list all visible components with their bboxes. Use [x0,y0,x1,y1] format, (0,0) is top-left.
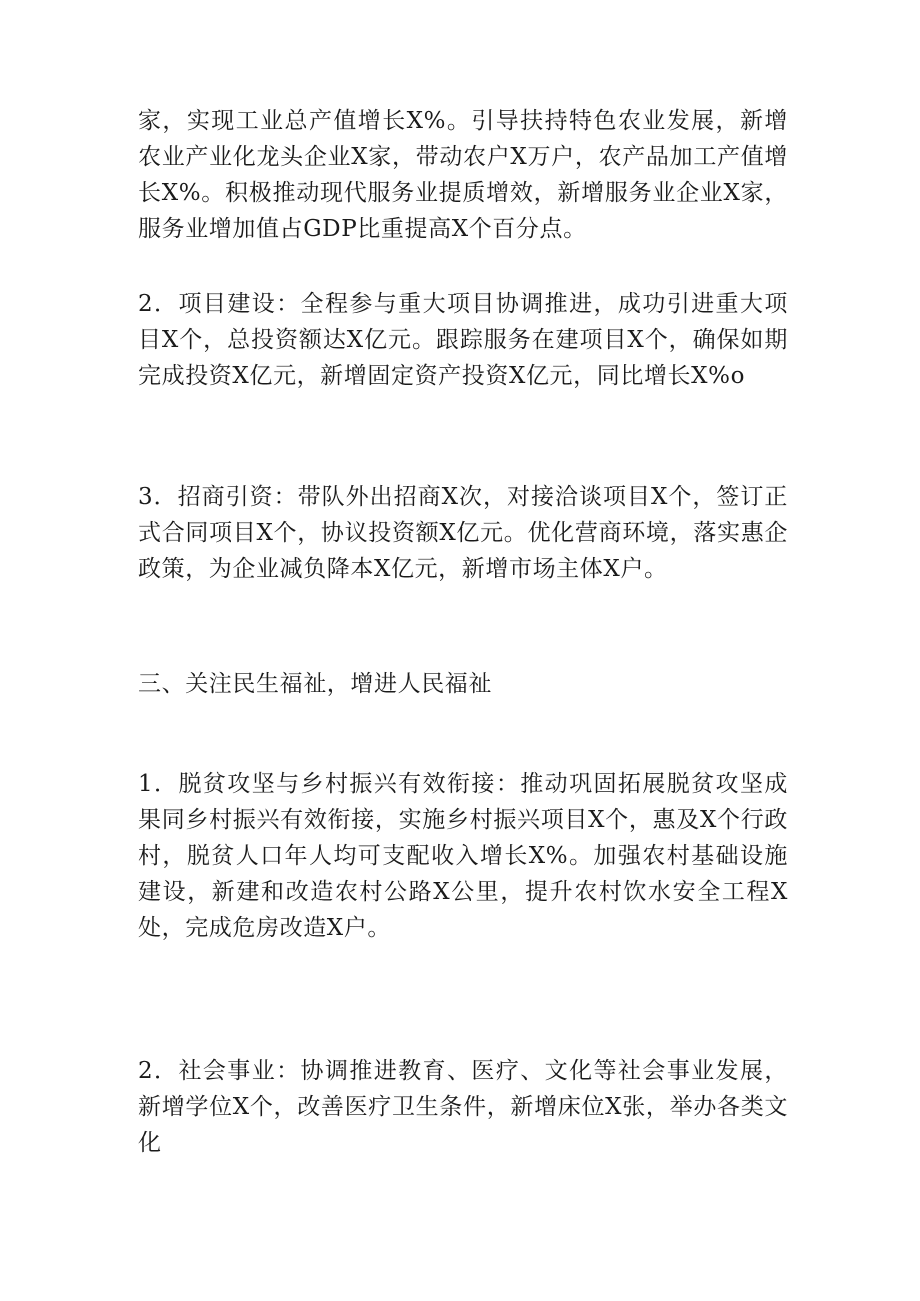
paragraph-investment-attraction: 3．招商引资：带队外出招商X次，对接洽谈项目X个，签订正式合同项目X个，协议投资额X亿元。优化营商环境，落实惠企政策，为企业减负降本X亿元，新增市场主体X户。 [138,484,788,582]
section-heading-livelihood: 三、关注民生福祉，增进人民福祉 [138,671,492,697]
paragraph-social-undertakings: 2．社会事业：协调推进教育、医疗、文化等社会事业发展，新增学位X个，改善医疗卫生条件，新增床位X张，举办各类文化 [138,1058,788,1156]
paragraph-project-construction: 2．项目建设：全程参与重大项目协调推进，成功引进重大项目X个，总投资额达X亿元。跟踪服务在建项目X个，确保如期完成投资X亿元，新增固定资产投资X亿元，同比增长X%o [138,291,788,389]
paragraph-rural-revitalization: 1．脱贫攻坚与乡村振兴有效衔接：推动巩固拓展脱贫攻坚成果同乡村振兴有效衔接，实施乡村振兴项目X个，惠及X个行政村，脱贫人口年人均可支配收入增长X%。加强农村基础设施建设，新建和改造农村公路X公里，提升农村饮水安全工程X处，完成危房改造X户。 [138,771,788,941]
paragraph-industry-growth: 家，实现工业总产值增长X%。引导扶持特色农业发展，新增农业产业化龙头企业X家，带动农户X万户，农产品加工产值增长X%。积极推动现代服务业提质增效，新增服务业企业X家，服务业增加值占GDP比重提高X个百分点。 [138,108,788,242]
